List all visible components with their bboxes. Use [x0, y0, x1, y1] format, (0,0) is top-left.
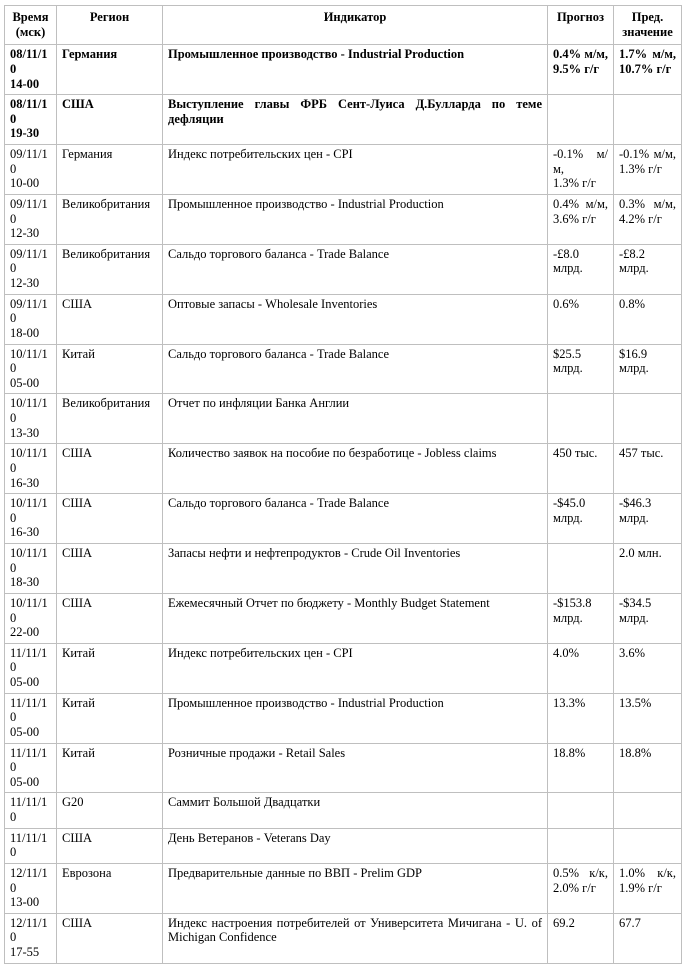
region-cell: США [57, 913, 163, 963]
column-header-previous: Пред. значение [614, 6, 682, 45]
previous-value-cell [614, 394, 682, 444]
table-row [5, 863, 682, 913]
region-cell: США [57, 593, 163, 643]
region-cell: США [57, 828, 163, 863]
previous-value-cell [614, 693, 682, 743]
time-value: 05-00 [10, 774, 40, 789]
previous-value-cell [614, 145, 682, 195]
forecast-cell [548, 743, 614, 793]
time-cell [5, 244, 57, 294]
table-row [5, 793, 682, 828]
value-line: 2.0% г/г [553, 880, 596, 895]
previous-value-cell [614, 643, 682, 693]
date-value: 10/11/10 [10, 396, 48, 425]
value-line: 18.8% [553, 745, 586, 760]
indicator-cell: Промышленное производство - Industrial Production [163, 693, 548, 743]
time-cell [5, 743, 57, 793]
region-cell: США [57, 544, 163, 594]
date-value: 09/11/10 [10, 196, 48, 226]
value-line: 3.6% [619, 645, 646, 660]
time-cell [5, 45, 57, 95]
time-value: 16-30 [10, 525, 40, 540]
previous-value-cell [614, 244, 682, 294]
value-line: -£8.0 млрд. [553, 246, 583, 276]
header-row [5, 6, 682, 45]
value-line: -0.1% м/м, [619, 147, 676, 161]
forecast-cell [548, 913, 614, 963]
table-row [5, 95, 682, 145]
date-value: 11/11/10 [10, 695, 48, 725]
indicator-cell: Саммит Большой Двадцатки [163, 793, 548, 828]
previous-value-cell [614, 863, 682, 913]
date-value: 10/11/10 [10, 346, 48, 376]
forecast-cell [548, 45, 614, 95]
value-line: 1.9% г/г [619, 880, 662, 895]
previous-value-cell [614, 544, 682, 594]
table-row [5, 444, 682, 494]
value-line: 4.0% [553, 645, 580, 660]
previous-value-cell [614, 95, 682, 145]
value-line: млрд. [553, 361, 583, 376]
previous-value-cell [614, 494, 682, 544]
value-line: $16.9 [619, 346, 648, 361]
date-value: 09/11/10 [10, 147, 48, 176]
date-value: 10/11/10 [10, 496, 48, 525]
previous-value-cell [614, 913, 682, 963]
previous-value-cell [614, 444, 682, 494]
indicator-cell: Промышленное производство - Industrial Production [163, 194, 548, 244]
value-line: 4.2% г/г [619, 211, 662, 226]
table-row [5, 643, 682, 693]
forecast-cell [548, 828, 614, 863]
time-value: 16-30 [10, 475, 40, 490]
previous-value-cell [614, 593, 682, 643]
date-value: 09/11/10 [10, 296, 48, 326]
value-line: -$46.3 [619, 496, 652, 511]
forecast-cell [548, 145, 614, 195]
indicator-cell: Сальдо торгового баланса - Trade Balance [163, 344, 548, 394]
table-body [5, 45, 682, 963]
indicator-cell: Розничные продажи - Retail Sales [163, 743, 548, 793]
forecast-cell [548, 693, 614, 743]
value-line: 3.6% г/г [553, 211, 596, 226]
table-row [5, 344, 682, 394]
time-cell [5, 95, 57, 145]
previous-value-cell [614, 828, 682, 863]
time-cell [5, 145, 57, 195]
forecast-cell [548, 793, 614, 828]
forecast-cell [548, 394, 614, 444]
forecast-cell [548, 95, 614, 145]
time-cell [5, 643, 57, 693]
value-line: млрд. [553, 610, 583, 625]
time-cell [5, 793, 57, 828]
region-cell: Германия [57, 45, 163, 95]
indicator-cell: Ежемесячный Отчет по бюджету - Monthly Budget Statement [163, 593, 548, 643]
column-header-time: Время (мск) [5, 6, 57, 45]
indicator-cell: Индекс потребительских цен - CPI [163, 145, 548, 195]
value-line: 18.8% [619, 745, 652, 760]
time-cell [5, 863, 57, 913]
time-value: 10-00 [10, 176, 40, 191]
forecast-cell [548, 593, 614, 643]
date-value: 08/11/10 [10, 47, 48, 76]
date-value: 08/11/10 [10, 97, 48, 126]
time-value: 18-00 [10, 325, 40, 340]
date-value: 11/11/10 [10, 795, 48, 824]
previous-value-cell [614, 194, 682, 244]
time-cell [5, 444, 57, 494]
table-row [5, 145, 682, 195]
forecast-cell [548, 494, 614, 544]
region-cell: Еврозона [57, 863, 163, 913]
forecast-cell [548, 544, 614, 594]
date-value: 10/11/10 [10, 446, 48, 475]
indicator-cell: Сальдо торгового баланса - Trade Balance [163, 494, 548, 544]
forecast-cell [548, 444, 614, 494]
time-value: 19-30 [10, 126, 40, 141]
region-cell: G20 [57, 793, 163, 828]
time-value: 05-00 [10, 724, 40, 739]
region-cell: Китай [57, 693, 163, 743]
table-row [5, 828, 682, 863]
table-row [5, 194, 682, 244]
time-value: 05-00 [10, 675, 40, 689]
region-cell: Великобритания [57, 394, 163, 444]
date-value: 12/11/10 [10, 915, 48, 945]
region-cell: США [57, 444, 163, 494]
table-row [5, 45, 682, 95]
time-value: 05-00 [10, 375, 40, 390]
value-line: 1.0% к/к, [619, 865, 676, 880]
value-line: 450 тыс. [553, 446, 598, 461]
previous-value-cell [614, 793, 682, 828]
table-header [5, 6, 682, 45]
time-cell [5, 693, 57, 743]
value-line: 1.3% г/г [619, 161, 662, 176]
indicator-cell: День Ветеранов - Veterans Day [163, 828, 548, 863]
value-line: -£8.2 млрд. [619, 246, 649, 276]
time-value: 12-30 [10, 276, 40, 290]
column-header-region: Регион [57, 6, 163, 45]
time-value: 14-00 [10, 76, 40, 91]
time-cell [5, 394, 57, 444]
indicator-cell: Сальдо торгового баланса - Trade Balance [163, 244, 548, 294]
value-line: млрд. [619, 510, 649, 525]
forecast-cell [548, 244, 614, 294]
indicator-cell: Предварительные данные по ВВП - Prelim GDP [163, 863, 548, 913]
time-cell [5, 913, 57, 963]
time-cell [5, 344, 57, 394]
value-line: -$153.8 [553, 595, 592, 610]
value-line: 10.7% г/г [619, 61, 672, 76]
region-cell: Китай [57, 643, 163, 693]
table-row [5, 593, 682, 643]
value-line: 13.5% [619, 695, 652, 710]
date-value: 12/11/10 [10, 865, 48, 895]
column-header-forecast: Прогноз [548, 6, 614, 45]
value-line: 1.3% г/г [553, 176, 596, 191]
table-row [5, 494, 682, 544]
forecast-cell [548, 643, 614, 693]
region-cell: Китай [57, 344, 163, 394]
indicator-cell: Оптовые запасы - Wholesale Inventories [163, 294, 548, 344]
table-row [5, 394, 682, 444]
indicator-cell: Отчет по инфляции Банка Англии [163, 394, 548, 444]
date-value: 10/11/10 [10, 546, 48, 575]
table-row [5, 913, 682, 963]
value-line: $25.5 [553, 346, 582, 361]
region-cell: США [57, 494, 163, 544]
time-value: 13-30 [10, 425, 40, 440]
value-line: 0.4% м/м, [553, 196, 608, 211]
value-line: млрд. [619, 610, 649, 625]
previous-value-cell [614, 344, 682, 394]
value-line: 0.5% к/к, [553, 865, 608, 880]
previous-value-cell [614, 294, 682, 344]
forecast-cell [548, 344, 614, 394]
time-cell [5, 194, 57, 244]
table-row [5, 693, 682, 743]
region-cell: Великобритания [57, 194, 163, 244]
value-line: -$34.5 [619, 595, 652, 610]
time-cell [5, 593, 57, 643]
value-line: 67.7 [619, 915, 641, 930]
table-row [5, 244, 682, 294]
column-header-indicator: Индикатор [163, 6, 548, 45]
indicator-cell: Количество заявок на пособие по безработице - Jobless claims [163, 444, 548, 494]
date-value: 11/11/10 [10, 645, 48, 675]
value-line: 2.0 млн. [619, 546, 662, 560]
indicator-cell: Промышленное производство - Industrial Production [163, 45, 548, 95]
table-row [5, 294, 682, 344]
indicator-cell: Выступление главы ФРБ Сент-Луиса Д.Булларда по теме дефляции [163, 95, 548, 145]
value-line: 457 тыс. [619, 446, 664, 461]
time-value: 22-00 [10, 625, 40, 640]
value-line: 69.2 [553, 915, 575, 930]
value-line: 9.5% г/г [553, 61, 600, 76]
table-row [5, 544, 682, 594]
region-cell: Китай [57, 743, 163, 793]
previous-value-cell [614, 743, 682, 793]
indicator-cell: Индекс настроения потребителей от Университета Мичигана - U. of Michigan Confidence [163, 913, 548, 963]
value-line: 1.7% м/м, [619, 47, 676, 62]
indicator-cell: Индекс потребительских цен - CPI [163, 643, 548, 693]
previous-value-cell [614, 45, 682, 95]
region-cell: Германия [57, 145, 163, 195]
time-cell [5, 828, 57, 863]
region-cell: США [57, 95, 163, 145]
region-cell: Великобритания [57, 244, 163, 294]
value-line: 0.6% [553, 296, 580, 311]
value-line: -0.1% м/м, [553, 147, 608, 176]
time-cell [5, 294, 57, 344]
value-line: млрд. [553, 510, 583, 525]
time-value: 17-55 [10, 945, 40, 959]
forecast-cell [548, 294, 614, 344]
table-row [5, 743, 682, 793]
value-line: 13.3% [553, 695, 586, 710]
time-cell [5, 544, 57, 594]
date-value: 11/11/10 [10, 745, 48, 775]
time-value: 13-00 [10, 895, 40, 910]
time-cell [5, 494, 57, 544]
value-line: 0.8% [619, 296, 646, 311]
date-value: 11/11/10 [10, 830, 48, 860]
region-cell: США [57, 294, 163, 344]
value-line: -$45.0 [553, 496, 586, 511]
economic-calendar-table [4, 5, 682, 964]
value-line: млрд. [619, 361, 649, 376]
value-line: 0.3% м/м, [619, 196, 676, 211]
time-value: 12-30 [10, 226, 40, 241]
time-value: 18-30 [10, 575, 40, 590]
forecast-cell [548, 863, 614, 913]
indicator-cell: Запасы нефти и нефтепродуктов - Crude Oil Inventories [163, 544, 548, 594]
date-value: 09/11/10 [10, 246, 48, 276]
date-value: 10/11/10 [10, 595, 48, 625]
value-line: 0.4% м/м, [553, 47, 608, 62]
forecast-cell [548, 194, 614, 244]
